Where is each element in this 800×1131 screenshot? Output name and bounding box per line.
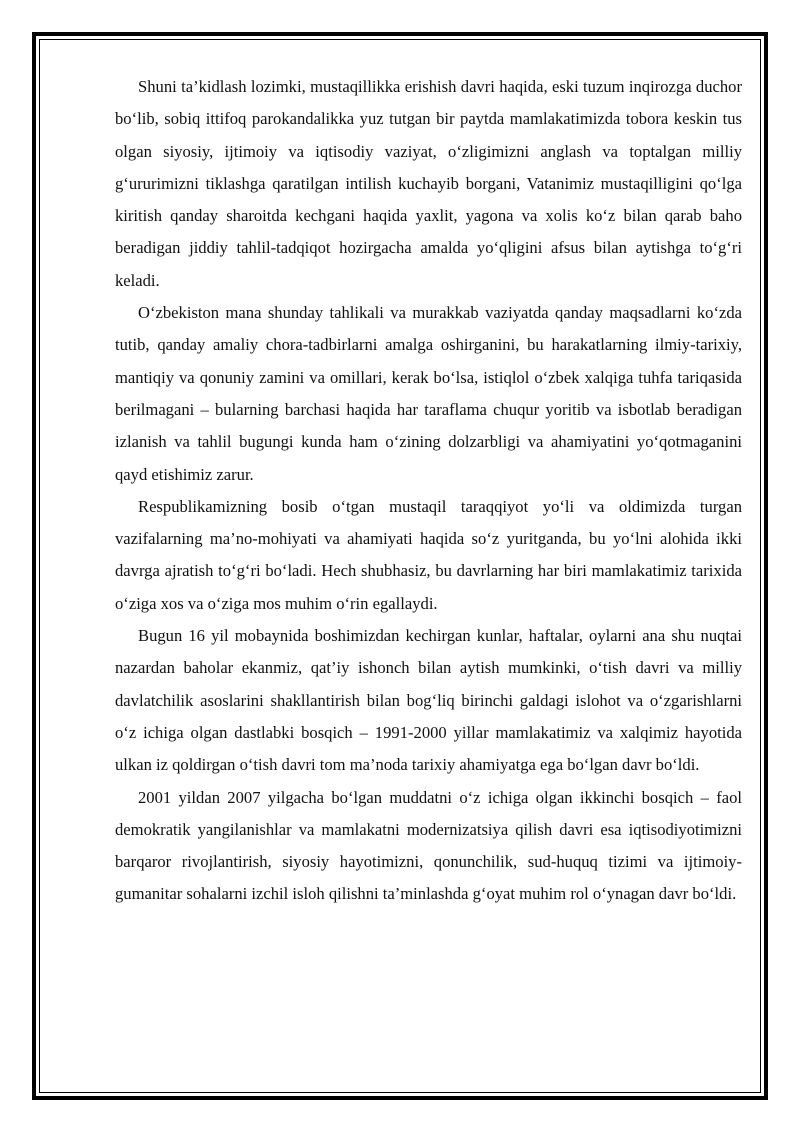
paragraph-1: Shuni ta’kidlash lozimki, mustaqillikka erishish davri haqida, eski tuzum inqirozga duchor bo‘lib, sobiq ittifoq parokandalikka yuz tutgan bir paytda mamlakatimizda tobora keskin tus olgan siyosiy, ijtimoiy va iqtisodiy vaziyat, o‘zligimizni anglash va toptalgan milliy g‘ururimizni tiklashga qaratilgan intilish kuchayib borgani, Vatanimiz mustaqilligini qo‘lga kiritish qanday sharoitda kechgani haqida yaxlit, yagona va xolis ko‘z bilan qarab baho beradigan jiddiy tahlil-tadqiqot hozirgacha amalda yo‘qligini afsus bilan aytishga to‘g‘ri keladi. bbox=[115, 77, 742, 290]
paragraph-3: Respublikamizning bosib o‘tgan mustaqil taraqqiyot yo‘li va oldimizda turgan vazifalarning ma’no-mohiyati va ahamiyati haqida so‘z yuritganda, bu yo‘lni alohida ikki davrga ajratish to‘g‘ri bo‘ladi. Hech shubhasiz, bu davrlarning har biri mamlakatimiz tarixida o‘ziga xos va o‘ziga mos muhim o‘rin egallaydi. bbox=[115, 496, 742, 613]
paragraph-2: O‘zbekiston mana shunday tahlikali va murakkab vaziyatda qanday maqsadlarni ko‘zda tutib, qanday amaliy chora-tadbirlarni amalga oshirganini, bu harakatlarning ilmiy-tarixiy, mantiqiy va qonuniy zamini va omillari, kerak bo‘lsa, istiqlol o‘zbek xalqiga tuhfa tariqasida berilmagani – bularning barchasi haqida har taraflama chuqur yoritib va isbotlab beradigan izlanish va tahlil bugungi kunda ham o‘zining dolzarbligi va ahamiyatini yo‘qotmaganini qayd etishimiz zarur. bbox=[115, 303, 742, 484]
document-body bbox=[115, 71, 742, 911]
paragraph-5: 2001 yildan 2007 yilgacha bo‘lgan muddatni o‘z ichiga olgan ikkinchi bosqich – faol demokratik yangilanishlar va mamlakatni modernizatsiya qilish davri esa iqtisodiyotimizni barqaror rivojlantirish, siyosiy hayotimizni, qonunchilik, sud-huquq tizimi va ijtimoiy-gumanitar sohalarni izchil isloh qilishni ta’minlashda g‘oyat muhim rol o‘ynagan davr bo‘ldi. bbox=[115, 787, 742, 904]
paragraph-4: Bugun 16 yil mobaynida boshimizdan kechirgan kunlar, haftalar, oylarni ana shu nuqtai nazardan baholar ekanmiz, qat’iy ishonch bilan aytish mumkinki, o‘tish davri va milliy davlatchilik asoslarini shakllantirish bilan bog‘liq birinchi galdagi islohot va o‘zgarishlarni o‘z ichiga olgan dastlabki bosqich – 1991-2000 yillar mamlakatimiz va xalqimiz hayotida ulkan iz qoldirgan o‘tish davri tom ma’noda tarixiy ahamiyatga ega bo‘lgan davr bo‘ldi. bbox=[115, 626, 742, 775]
